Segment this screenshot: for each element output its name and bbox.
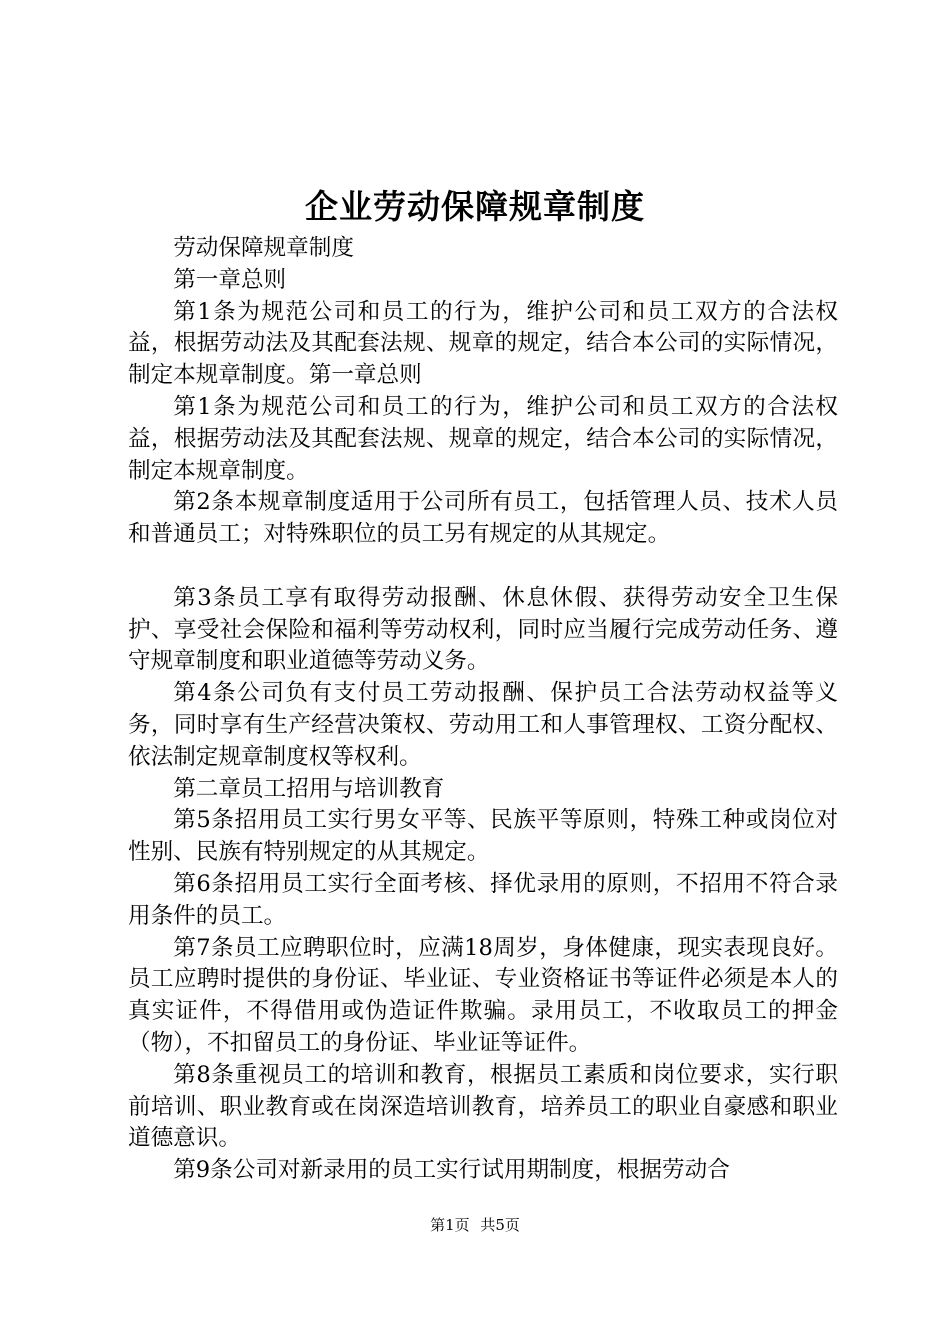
chapter-heading: 第一章总则 (173, 266, 287, 293)
paragraph: 第1条为规范公司和员工的行为，维护公司和员工双方的合法权益，根据劳动法及其配套法规、规章的规定，结合本公司的实际情况，制定本规章制度。 (128, 393, 838, 484)
paragraph: 第5条招用员工实行男女平等、民族平等原则，特殊工种或岗位对性别、民族有特别规定的从其规定。 (128, 807, 838, 866)
paragraph: 第1条为规范公司和员工的行为，维护公司和员工双方的合法权益，根据劳动法及其配套法规、规章的规定，结合本公司的实际情况，制定本规章制度。第一章总则 (128, 298, 838, 389)
paragraph: 第6条招用员工实行全面考核、择优录用的原则，不招用不符合录用条件的员工。 (128, 870, 838, 929)
paragraph: 第4条公司负有支付员工劳动报酬、保护员工合法劳动权益等义务，同时享有生产经营决策权、劳动用工和人事管理权、工资分配权、依法制定规章制度权等权利。 (128, 680, 838, 770)
paragraph: 第9条公司对新录用的员工实行试用期制度，根据劳动合 (173, 1157, 730, 1184)
blank-line (128, 551, 838, 583)
paragraph: 第7条员工应聘职位时，应满18周岁，身体健康，现实表现良好。员工应聘时提供的身份证、毕业证、专业资格证书等证件必须是本人的真实证件，不得借用或伪造证件欺骗。录用员工，不收取员工的押金（物），不扣留员工的身份证、毕业证等证件。 (128, 934, 838, 1056)
paragraph: 第2条本规章制度适用于公司所有员工，包括管理人员、技术人员和普通员工；对特殊职位的员工另有规定的从其规定。 (128, 489, 838, 548)
document-title: 企业劳动保障规章制度 (305, 187, 645, 226)
page-total: 共5页 (480, 1216, 520, 1234)
page-number: 第1页 (430, 1216, 470, 1234)
paragraph: 第8条重视员工的培训和教育，根据员工素质和岗位要求，实行职前培训、职业教育或在岗深造培训教育，培养员工的职业自豪感和职业道德意识。 (128, 1061, 838, 1152)
paragraph: 第3条员工享有取得劳动报酬、休息休假、获得劳动安全卫生保护、享受社会保险和福利等劳动权利，同时应当履行完成劳动任务、遵守规章制度和职业道德等劳动义务。 (128, 584, 838, 675)
paragraph: 劳动保障规章制度 (173, 235, 354, 261)
page-footer (0, 1213, 950, 1237)
document-body (128, 233, 838, 1187)
chapter-heading: 第二章员工招用与培训教育 (173, 775, 445, 802)
